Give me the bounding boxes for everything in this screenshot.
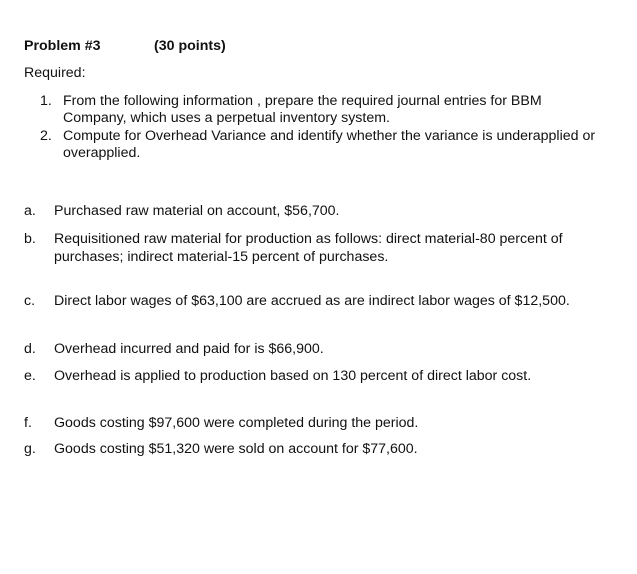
required-item-text: From the following information , prepare the required journal entries for BBM Company, which uses a perpetual inventory system. (63, 93, 542, 126)
transaction-text: Purchased raw material on account, $56,700. (54, 203, 340, 219)
transaction-text: Overhead is applied to production based on 130 percent of direct labor cost. (54, 368, 532, 384)
problem-header (24, 38, 226, 54)
transaction-text: Overhead incurred and paid for is $66,900. (54, 341, 324, 357)
required-item (40, 93, 600, 127)
transaction-letter: e. (24, 368, 36, 384)
transaction-item-c (24, 292, 614, 310)
required-label: Required: (24, 65, 86, 81)
required-list (40, 93, 600, 163)
transaction-text: Goods costing $97,600 were completed during the period. (54, 415, 419, 431)
required-item-number: 2. (40, 128, 52, 144)
transaction-letter: f. (24, 415, 32, 431)
transaction-text: Goods costing $51,320 were sold on account for $77,600. (54, 441, 418, 457)
transaction-item-a (24, 202, 614, 220)
transaction-item-e (24, 367, 614, 385)
required-item (40, 128, 600, 162)
transaction-letter: a. (24, 203, 36, 219)
transaction-letter: g. (24, 441, 36, 457)
required-item-text: Compute for Overhead Variance and identify whether the variance is underapplied or overapplied. (63, 128, 596, 161)
problem-points: (30 points) (154, 38, 226, 54)
transaction-letter: b. (24, 231, 36, 247)
transaction-text: Requisitioned raw material for production as follows: direct material-80 percent of purchases; indirect material-15 percent of purchases. (54, 231, 563, 265)
transaction-item-f (24, 414, 614, 432)
transaction-item-d (24, 340, 614, 358)
transaction-letter: c. (24, 293, 36, 309)
problem-title: Problem #3 (24, 38, 101, 54)
transaction-text: Direct labor wages of $63,100 are accrued as are indirect labor wages of $12,500. (54, 293, 570, 309)
transaction-letter: d. (24, 341, 36, 357)
transaction-item-g (24, 440, 614, 458)
required-item-number: 1. (40, 93, 52, 109)
transaction-item-b (24, 230, 614, 266)
